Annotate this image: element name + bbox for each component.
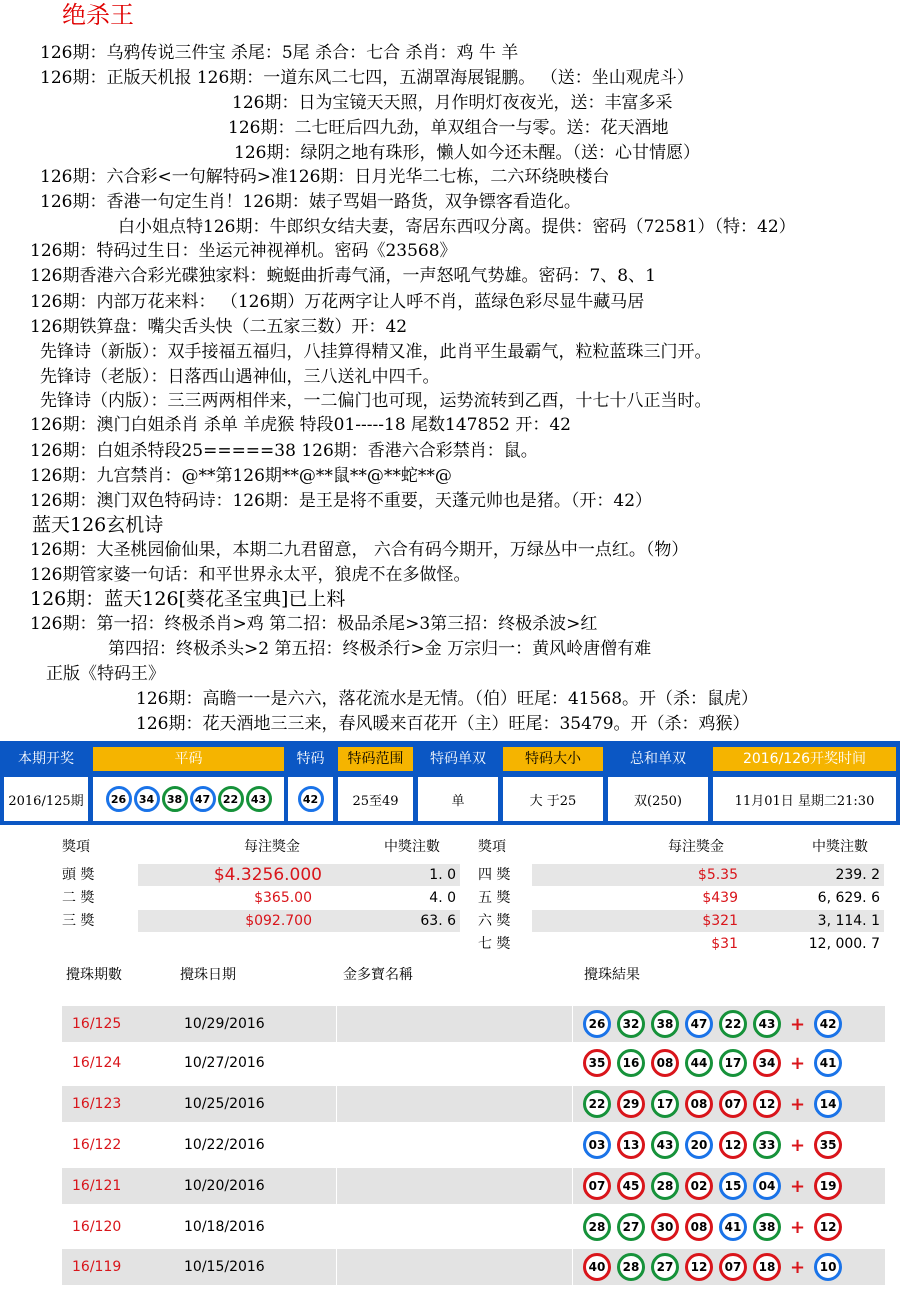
prize-count: 63. 6: [420, 913, 456, 929]
history-date: 10/15/2016: [184, 1259, 265, 1275]
special-ball: 42: [298, 786, 324, 812]
header-special-odd-even: 特码单双: [418, 747, 498, 771]
prize-amount: $439: [702, 890, 738, 906]
plus-sign: +: [790, 1256, 806, 1278]
history-date: 10/25/2016: [184, 1096, 265, 1112]
result-ball: 28: [651, 1172, 679, 1200]
header-current-draw: 本期开奖: [4, 747, 88, 771]
history-period: 16/121: [72, 1178, 122, 1194]
history-date: 10/29/2016: [184, 1016, 265, 1032]
special-odd-even: 单: [418, 777, 498, 821]
prize-count: 12, 000. 7: [808, 936, 880, 952]
result-ball: 40: [583, 1253, 611, 1281]
column-divider: [336, 1006, 337, 1042]
prize-name: 二 獎: [62, 890, 95, 906]
prize-amount: $092.700: [245, 913, 312, 929]
result-ball: 43: [651, 1131, 679, 1159]
forecast-line: 白小姐点特126期：牛郎织女结夫妻，寄居东西叹分离。提供：密码（72581）（特：42）: [118, 217, 796, 237]
history-row: [62, 1209, 885, 1245]
forecast-line: 126期：香港一句定生肖！126期：婊子骂娼一路货，双争镖客看造化。: [40, 192, 581, 212]
result-ball: 04: [753, 1172, 781, 1200]
forecast-line: 先锋诗（新版）：双手接福五福归，八挂算得精又准，此肖平生最霸气，粒粒蓝珠三门开。: [40, 342, 712, 362]
history-result-balls: [582, 1090, 847, 1118]
forecast-line: 先锋诗（老版）：日落西山遇神仙，三八送礼中四千。: [40, 367, 440, 387]
history-result-balls: [582, 1010, 847, 1038]
forecast-line: 126期：第一招：终极杀肖>鸡 第二招：极品杀尾>3第三招：终极杀波>红: [30, 614, 598, 634]
header-next-draw-time: 2016/126开奖时间: [713, 747, 896, 771]
result-ball: 43: [753, 1010, 781, 1038]
prize-name: 六 獎: [478, 913, 511, 929]
draw-ball: 34: [134, 786, 160, 812]
forecast-line: 126期：蓝天126[葵花圣宝典]已上料: [30, 588, 346, 610]
special-number: [288, 777, 333, 821]
history-period: 16/124: [72, 1055, 122, 1071]
result-ball: 03: [583, 1131, 611, 1159]
draw-ball: 38: [162, 786, 188, 812]
header-special-size: 特码大小: [503, 747, 603, 771]
result-ball: 38: [753, 1213, 781, 1241]
column-divider: [336, 1086, 337, 1122]
prize-header-amount: 每注獎金: [244, 839, 300, 855]
result-ball: 27: [617, 1213, 645, 1241]
forecast-line: 126期香港六合彩光碟独家料：蜿蜓曲折毒气涌，一声怒吼气势雄。密码：7、8、1: [30, 266, 656, 286]
result-ball: 26: [583, 1010, 611, 1038]
prize-row: [478, 887, 888, 909]
prize-row: [62, 887, 462, 909]
prize-header-item: 獎項: [478, 839, 506, 855]
history-period: 16/120: [72, 1219, 122, 1235]
prize-count: 4. 0: [429, 890, 456, 906]
history-result-balls: [582, 1213, 847, 1241]
prize-count: 3, 114. 1: [817, 913, 880, 929]
history-result-balls: [582, 1049, 847, 1077]
result-ball: 12: [685, 1253, 713, 1281]
forecast-line: 126期：正版天机报 126期：一道东风二七四，五湖罩海展锟鹏。 （送：坐山观虎斗）: [40, 68, 694, 88]
prize-name: 頭 獎: [62, 867, 95, 883]
draw-ball: 22: [218, 786, 244, 812]
prize-header-amount: 每注獎金: [668, 839, 724, 855]
history-header-period: 攪珠期數: [66, 967, 122, 983]
result-ball: 34: [753, 1049, 781, 1077]
draw-ball: 47: [190, 786, 216, 812]
result-ball: 45: [617, 1172, 645, 1200]
prize-name: 七 獎: [478, 936, 511, 952]
forecast-line: 126期：二七旺后四九劲，单双组合一与零。送：花天酒地: [228, 118, 669, 138]
result-ball: 30: [651, 1213, 679, 1241]
result-ball: 35: [583, 1049, 611, 1077]
prize-header-count: 中獎注數: [812, 839, 868, 855]
result-ball: 16: [617, 1049, 645, 1077]
result-ball: 08: [685, 1090, 713, 1118]
special-result-ball: 42: [814, 1010, 842, 1038]
prize-row: [478, 864, 888, 886]
header-regular-numbers: 平码: [93, 747, 284, 771]
forecast-line: 先锋诗（内版）：三三两两相伴来，一二偏门也可现，运势流转到乙酉，十七十八正当时。: [40, 391, 712, 411]
forecast-line: 126期：白姐杀特段25=====38 126期：香港六合彩禁肖：鼠。: [30, 441, 538, 461]
forecast-line: 126期：花天酒地三三来，春风暖来百花开（主）旺尾：35479。开（杀：鸡猴）: [136, 714, 750, 734]
result-ball: 08: [651, 1049, 679, 1077]
plus-sign: +: [790, 1175, 806, 1197]
result-ball: 17: [719, 1049, 747, 1077]
history-period: 16/123: [72, 1096, 122, 1112]
prize-header-row: [478, 836, 888, 858]
column-divider: [572, 1086, 573, 1122]
result-ball: 38: [651, 1010, 679, 1038]
history-row: [62, 1086, 885, 1122]
column-divider: [572, 1127, 573, 1163]
result-ball: 08: [685, 1213, 713, 1241]
forecast-line: 126期：六合彩<一句解特码>准126期：日月光华二七栋，二六环绕映楼台: [40, 167, 610, 187]
prize-count: 6, 629. 6: [817, 890, 880, 906]
result-ball: 07: [719, 1253, 747, 1281]
history-result-balls: [582, 1172, 847, 1200]
plus-sign: +: [790, 1216, 806, 1238]
history-row: [62, 1127, 885, 1163]
header-sum-odd-even: 总和单双: [608, 747, 708, 771]
special-result-ball: 12: [814, 1213, 842, 1241]
result-ball: 28: [583, 1213, 611, 1241]
plus-sign: +: [790, 1093, 806, 1115]
forecast-line: 126期：绿阴之地有珠形，懒人如今还未醒。（送：心甘情愿）: [234, 143, 700, 163]
special-result-ball: 10: [814, 1253, 842, 1281]
result-ball: 33: [753, 1131, 781, 1159]
forecast-line: 126期：大圣桃园偷仙果，本期二九君留意， 六合有码今期开，万绿丛中一点红。（物）: [30, 540, 689, 560]
history-row: [62, 1006, 885, 1042]
prize-header-row: [62, 836, 462, 858]
result-ball: 07: [719, 1090, 747, 1118]
prize-amount: $5.35: [697, 867, 738, 883]
result-ball: 15: [719, 1172, 747, 1200]
prize-name: 四 獎: [478, 867, 511, 883]
special-result-ball: 14: [814, 1090, 842, 1118]
prize-name: 三 獎: [62, 913, 95, 929]
result-ball: 13: [617, 1131, 645, 1159]
forecast-line: 126期铁算盘：嘴尖舌头快（二五家三数）开：42: [30, 317, 408, 337]
forecast-line: 126期：乌鸦传说三件宝 杀尾：5尾 杀合：七合 杀肖：鸡 牛 羊: [40, 43, 519, 63]
history-header-name: 金多寶名稱: [343, 967, 413, 983]
page-title: 绝杀王: [62, 1, 134, 29]
column-divider: [572, 1045, 573, 1081]
history-row: [62, 1249, 885, 1285]
plus-sign: +: [790, 1134, 806, 1156]
forecast-line: 正版《特码王》: [46, 664, 165, 684]
history-date: 10/27/2016: [184, 1055, 265, 1071]
forecast-line: 126期：九宫禁肖：@**第126期**@**鼠**@**蛇**@: [30, 466, 452, 486]
result-ball: 12: [719, 1131, 747, 1159]
prize-count: 239. 2: [835, 867, 880, 883]
history-date: 10/22/2016: [184, 1137, 265, 1153]
history-header-date: 攪珠日期: [180, 967, 236, 983]
special-range: 25至49: [338, 777, 413, 821]
history-date: 10/18/2016: [184, 1219, 265, 1235]
prize-header-count: 中獎注數: [384, 839, 440, 855]
prize-row: [62, 910, 462, 932]
forecast-line: 126期：澳门白姐杀肖 杀单 羊虎猴 特段01-----18 尾数147852 开：42: [30, 415, 571, 435]
prize-count: 1. 0: [429, 867, 456, 883]
forecast-line: 126期：澳门双色特码诗：126期：是王是将不重要，天蓬元帅也是猪。（开：42）: [30, 491, 653, 511]
prize-amount: $321: [702, 913, 738, 929]
prize-amount: $4.3256.000: [213, 865, 322, 885]
history-result-balls: [582, 1253, 847, 1281]
column-divider: [572, 1168, 573, 1204]
prize-row: [478, 910, 888, 932]
forecast-line: 蓝天126玄机诗: [32, 514, 164, 536]
history-row: [62, 1045, 885, 1081]
result-ball: 20: [685, 1131, 713, 1159]
result-ball: 29: [617, 1090, 645, 1118]
column-divider: [572, 1209, 573, 1245]
column-divider: [336, 1249, 337, 1285]
history-period: 16/125: [72, 1016, 122, 1032]
history-row: [62, 1168, 885, 1204]
prize-amount: $365.00: [254, 890, 312, 906]
result-ball: 17: [651, 1090, 679, 1118]
result-ball: 44: [685, 1049, 713, 1077]
special-result-ball: 41: [814, 1049, 842, 1077]
draw-ball: 26: [106, 786, 132, 812]
prize-name: 五 獎: [478, 890, 511, 906]
prize-row: [478, 933, 888, 955]
column-divider: [572, 1006, 573, 1042]
history-date: 10/20/2016: [184, 1178, 265, 1194]
result-ball: 27: [651, 1253, 679, 1281]
result-ball: 07: [583, 1172, 611, 1200]
history-result-balls: [582, 1131, 847, 1159]
forecast-line: 126期：日为宝镜天天照，月作明灯夜夜光，送：丰富多采: [232, 93, 673, 113]
header-special-range: 特码范围: [338, 747, 413, 771]
result-ball: 12: [753, 1090, 781, 1118]
prize-amount: $31: [711, 936, 738, 952]
draw-ball: 43: [246, 786, 272, 812]
forecast-line: 126期：高瞻一一是六六，落花流水是无情。（伯）旺尾：41568。开（杀：鼠虎）: [136, 689, 759, 709]
forecast-line: 126期：特码过生日：坐运元神视禅机。密码《23568》: [30, 241, 457, 261]
next-draw-time: 11月01日 星期二21:30: [713, 777, 896, 821]
plus-sign: +: [790, 1052, 806, 1074]
sum-odd-even: 双(250): [608, 777, 708, 821]
prize-header-item: 獎項: [62, 839, 90, 855]
history-header-result: 攪珠結果: [584, 967, 640, 983]
column-divider: [572, 1249, 573, 1285]
header-special-number: 特码: [288, 747, 333, 771]
forecast-line: 第四招：终极杀头>2 第五招：终极杀行>金 万宗归一：黄风岭唐僧有难: [108, 639, 652, 659]
special-size: 大 于25: [503, 777, 603, 821]
forecast-line: 126期管家婆一句话：和平世界永太平，狼虎不在多做怪。: [30, 565, 471, 585]
result-ball: 18: [753, 1253, 781, 1281]
column-divider: [336, 1127, 337, 1163]
column-divider: [336, 1045, 337, 1081]
result-ball: 47: [685, 1010, 713, 1038]
result-ball: 32: [617, 1010, 645, 1038]
draw-period: 2016/125期: [4, 777, 88, 821]
column-divider: [336, 1168, 337, 1204]
special-result-ball: 19: [814, 1172, 842, 1200]
history-period: 16/122: [72, 1137, 122, 1153]
history-period: 16/119: [72, 1259, 122, 1275]
special-result-ball: 35: [814, 1131, 842, 1159]
prize-row: [62, 864, 462, 886]
regular-numbers: [93, 777, 284, 821]
result-ball: 22: [719, 1010, 747, 1038]
column-divider: [336, 1209, 337, 1245]
result-ball: 28: [617, 1253, 645, 1281]
result-ball: 41: [719, 1213, 747, 1241]
plus-sign: +: [790, 1013, 806, 1035]
result-ball: 22: [583, 1090, 611, 1118]
forecast-line: 126期：内部万花来料： （126期）万花两字让人呼不肖，蓝绿色彩尽显牛藏马居: [30, 292, 645, 312]
result-ball: 02: [685, 1172, 713, 1200]
